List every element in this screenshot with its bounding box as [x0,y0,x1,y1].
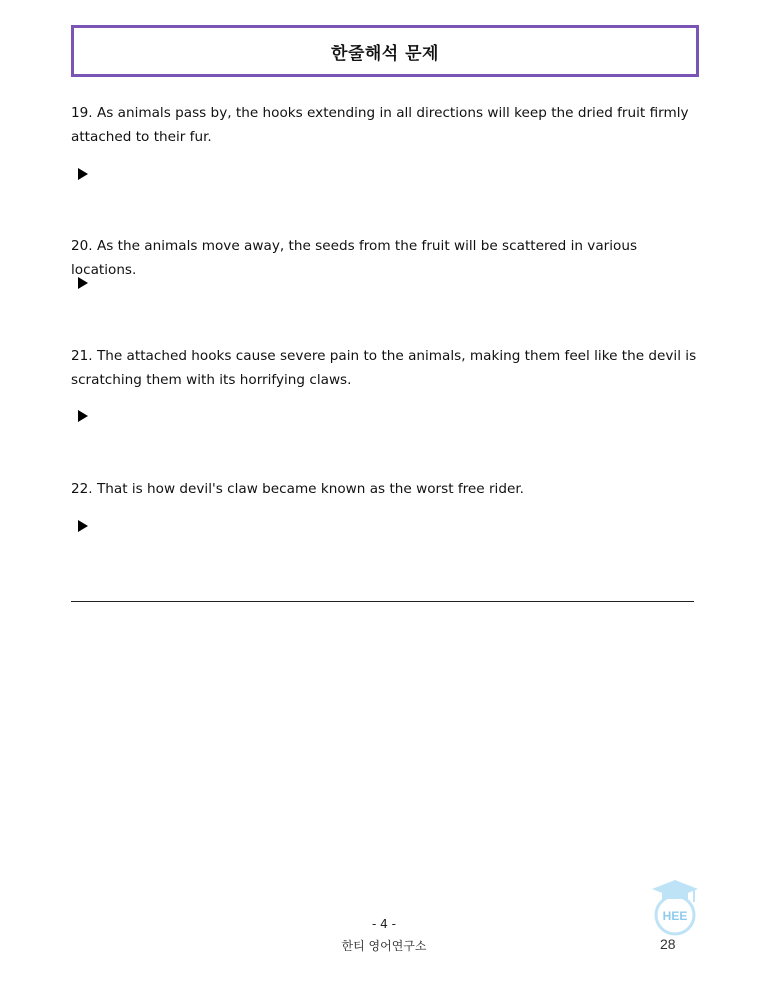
answer-arrow-icon [78,520,88,532]
page-number-center: - 4 - [372,917,396,931]
question-22: 22. That is how devil's claw became known as the worst free rider. [71,481,524,497]
page-title: 한줄해석 문제 [331,43,439,64]
graduation-cap-logo-icon [648,878,702,936]
question-19: 19. As animals pass by, the hooks extending in all directions will keep the dried fruit firmly attached to their fur. [71,105,689,145]
page-number-right: 28 [660,936,676,952]
answer-arrow-icon [78,168,88,180]
divider-line [71,601,694,602]
logo-text: HEE [662,909,688,923]
footer-org-name: 한티 영어연구소 [341,939,427,953]
title-box [71,25,699,77]
question-21: 21. The attached hooks cause severe pain to the animals, making them feel like the devil is scratching them with its horrifying claws. [71,348,697,388]
answer-arrow-icon [78,277,88,289]
question-20: 20. As the animals move away, the seeds from the fruit will be scattered in various locations. [71,238,638,278]
answer-arrow-icon [78,410,88,422]
